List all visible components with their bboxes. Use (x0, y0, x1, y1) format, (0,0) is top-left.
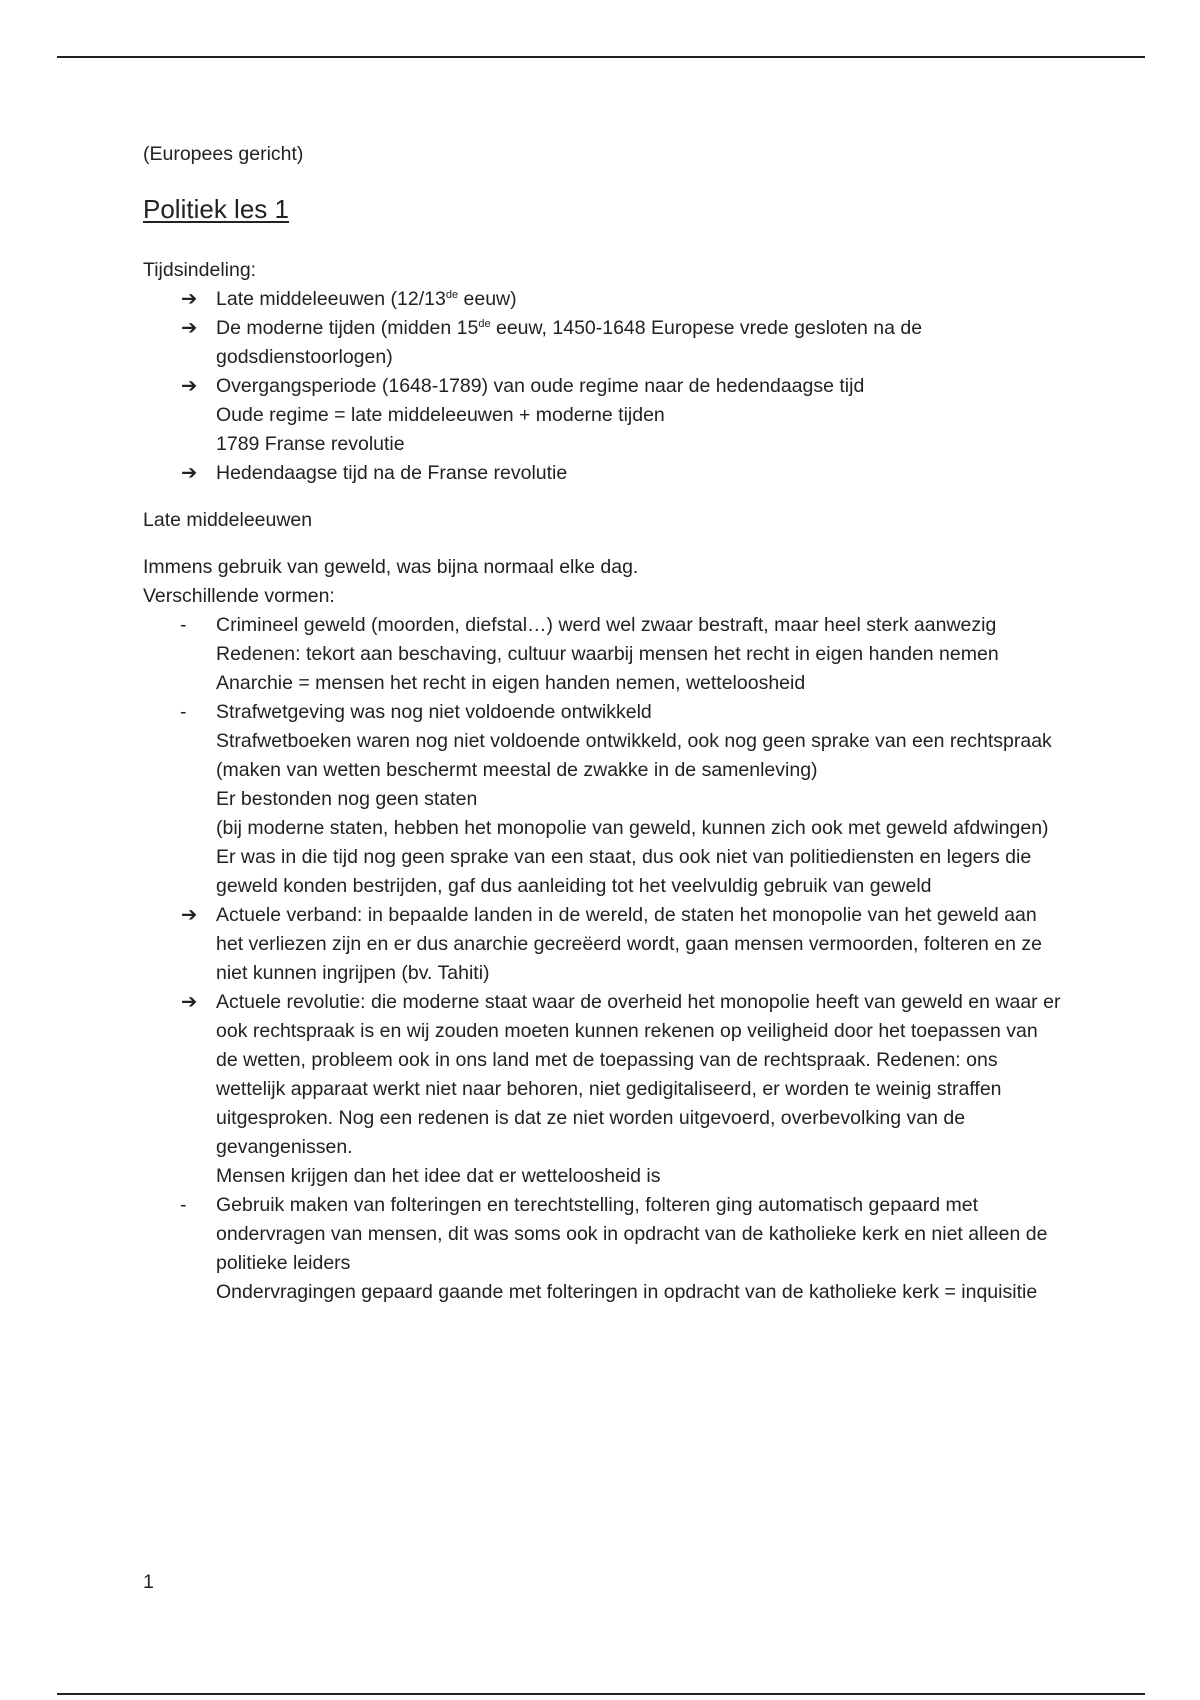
list-item-subline: Er bestonden nog geen staten (216, 788, 478, 810)
arrow-icon: ➔ (181, 288, 198, 310)
tijdsindeling-label: Tijdsindeling: (143, 259, 257, 281)
list-item-text: eeuw) (458, 288, 517, 310)
list-item (143, 988, 1063, 1191)
list-item-subline: Strafwetboeken waren nog niet voldoende ontwikkeld, ook nog geen sprake van een rechtspraak (216, 730, 1052, 752)
list-item (143, 459, 1063, 488)
list-item (143, 285, 1063, 314)
dash-bullet: - (180, 701, 187, 723)
page-number: 1 (143, 1571, 154, 1593)
arrow-icon: ➔ (181, 462, 198, 484)
arrow-icon: ➔ (181, 904, 198, 926)
page-title: Politiek les 1 (143, 194, 289, 224)
list-item-text: Crimineel geweld (moorden, diefstal…) werd wel zwaar bestraft, maar heel sterk aanwezig (216, 614, 997, 636)
paragraph: Immens gebruik van geweld, was bijna normaal elke dag. (143, 556, 639, 578)
paragraph: Verschillende vormen: (143, 585, 335, 607)
list-item-text: Gebruik maken van folteringen en terechtstelling, folteren ging automatisch gepaard met ondervragen van mensen, dit was soms ook in opdracht van de katholieke kerk en niet alleen de politieke leiders (216, 1194, 1048, 1274)
list-item-subline: Mensen krijgen dan het idee dat er wetteloosheid is (216, 1165, 661, 1187)
dash-bullet: - (180, 614, 187, 636)
list-item (143, 372, 1063, 459)
footer-rule (57, 1693, 1145, 1695)
list-item-subline: Er was in die tijd nog geen sprake van een staat, dus ook niet van politiediensten en legers die geweld konden bestrijden, gaf dus aanleiding tot het veelvuldig gebruik van geweld (216, 846, 1032, 897)
list-item-subline: (bij moderne staten, hebben het monopolie van geweld, kunnen zich ook met geweld afdwingen) (216, 817, 1049, 839)
list-item-text: Overgangsperiode (1648-1789) van oude regime naar de hedendaagse tijd (216, 375, 865, 397)
document-body (143, 140, 1063, 1307)
arrow-icon: ➔ (181, 991, 198, 1013)
list-item (143, 611, 1063, 698)
section-heading: Late middeleeuwen (143, 509, 313, 531)
list-item (143, 1191, 1063, 1307)
list-item-subline: Ondervragingen gepaard gaande met folteringen in opdracht van de katholieke kerk = inquisitie (216, 1281, 1038, 1303)
superscript: de (478, 318, 491, 330)
arrow-icon: ➔ (181, 375, 198, 397)
list-item-text: Strafwetgeving was nog niet voldoende ontwikkeld (216, 701, 652, 723)
arrow-icon: ➔ (181, 317, 198, 339)
header-rule (57, 56, 1145, 58)
list-item (143, 698, 1063, 901)
list-item-text: De moderne tijden (midden 15 (216, 317, 479, 339)
superscript: de (445, 289, 459, 301)
header-note: (Europees gericht) (143, 143, 304, 165)
list-item-subline: 1789 Franse revolutie (216, 433, 405, 455)
list-item-subline: Oude regime = late middeleeuwen + moderne tijden (216, 404, 665, 426)
list-item-subline: Redenen: tekort aan beschaving, cultuur waarbij mensen het recht in eigen handen nemen (216, 643, 999, 665)
dash-bullet: - (180, 1194, 187, 1216)
list-item-subline: (maken van wetten beschermt meestal de zwakke in de samenleving) (216, 759, 818, 781)
list-item-text: Hedendaagse tijd na de Franse revolutie (216, 462, 568, 484)
list-item-subline: Anarchie = mensen het recht in eigen handen nemen, wetteloosheid (216, 672, 806, 694)
list-item-text: eeuw, 1450-1648 Europese vrede gesloten na de godsdienstoorlogen) (216, 317, 923, 368)
list-item-text: Actuele revolutie: die moderne staat waar de overheid het monopolie heeft van geweld en waar er ook rechtspraak is en wij zouden moeten kunnen rekenen op veiligheid door het toepassen van de wetten, probleem ook in ons land met de toepassing van de rechtspraak. Redenen: ons wettelijk apparaat werkt niet naar behoren, niet gedigitaliseerd, er worden te weinig straffen uitgesproken. Nog een redenen is dat ze niet worden uitgevoerd, overbevolking van de gevangenissen. (216, 991, 1061, 1158)
list-item-text: Actuele verband: in bepaalde landen in de wereld, de staten het monopolie van het geweld aan het verliezen zijn en er dus anarchie gecreëerd wordt, gaan mensen vermoorden, folteren en ze niet kunnen ingrijpen (bv. Tahiti) (216, 904, 1042, 984)
list-item-text: Late middeleeuwen (12/13 (216, 288, 446, 310)
list-item (143, 314, 1063, 372)
list-item (143, 901, 1063, 988)
